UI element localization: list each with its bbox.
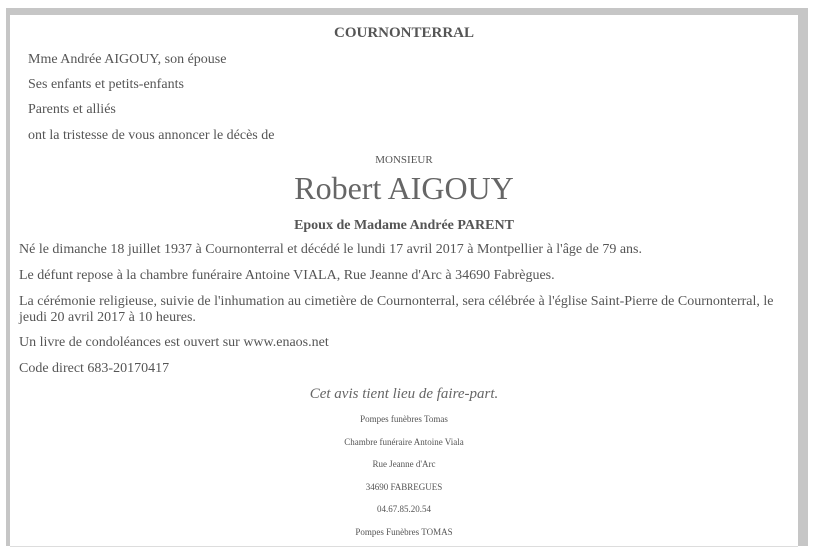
ceremony-line: La cérémonie religieuse, suivie de l'inhumation au cimetière de Cournonterral, sera célébrée à l'église Saint-Pierre de Cournonterral, le jeudi 20 avril 2017 à 10 heures.	[19, 294, 774, 325]
honorific: MONSIEUR	[375, 154, 433, 166]
birth-death-line: Né le dimanche 18 juillet 1937 à Cournonterral et décédé le lundi 17 avril 2017 à Montpellier à l'âge de 79 ans.	[19, 242, 642, 257]
funeral-home-city: 34690 FABREGUES	[365, 482, 443, 492]
family-line-relatives: Parents et alliés	[28, 102, 116, 117]
notice-line: Cet avis tient lieu de faire-part.	[309, 386, 499, 402]
family-line-children: Ses enfants et petits-enfants	[28, 77, 184, 92]
funeral-home-street: Rue Jeanne d'Arc	[372, 459, 436, 469]
city-heading: COURNONTERRAL	[333, 25, 474, 41]
funeral-home-phone: 04.67.85.20.54	[377, 504, 431, 514]
resting-place-line: Le défunt repose à la chambre funéraire Antoine VIALA, Rue Jeanne d'Arc à 34690 Fabrègues.	[19, 268, 555, 283]
condolences-line: Un livre de condoléances est ouvert sur www.enaos.net	[19, 335, 329, 350]
deceased-name: Robert AIGOUY	[294, 170, 514, 206]
obituary-card	[10, 15, 798, 547]
family-line-announce: ont la tristesse de vous annoncer le décès de	[28, 128, 275, 143]
funeral-home-name: Pompes funèbres Tomas	[360, 414, 448, 424]
family-line-spouse: Mme Andrée AIGOUY, son épouse	[28, 52, 227, 67]
spouse-line: Epoux de Madame Andrée PARENT	[294, 218, 514, 233]
funeral-chamber-name: Chambre funéraire Antoine Viala	[344, 437, 464, 447]
funeral-home-signature: Pompes Funèbres TOMAS	[355, 527, 453, 537]
direct-code-line: Code direct 683-20170417	[19, 361, 170, 376]
